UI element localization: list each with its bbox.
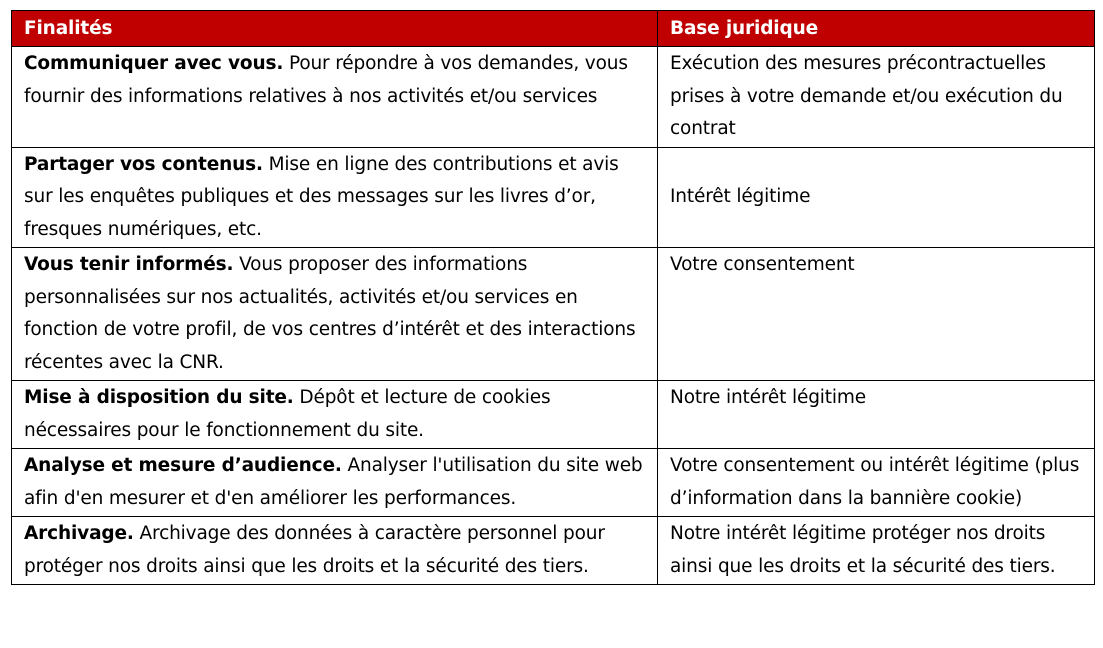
legal-basis-cell: Exécution des mesures précontractuelles prises à votre demande et/ou exécution du contrat	[658, 47, 1095, 148]
purpose-cell	[12, 147, 658, 248]
legal-basis-table	[11, 10, 1095, 585]
purpose-cell	[12, 381, 658, 449]
purpose-title: Partager vos contenus.	[24, 153, 263, 175]
table-row	[12, 147, 1095, 248]
legal-basis-cell: Votre consentement	[658, 248, 1095, 381]
legal-basis-table-container	[11, 10, 1094, 585]
legal-basis-cell: Notre intérêt légitime protéger nos droits ainsi que les droits et la sécurité des tiers.	[658, 517, 1095, 585]
purpose-cell	[12, 47, 658, 148]
purpose-description: Mise en ligne des contributions et avis sur les enquêtes publiques et des messages sur les livres d’or, fresques numériques, etc.	[24, 153, 619, 240]
purpose-description: Pour répondre à vos demandes, vous fournir des informations relatives à nos activités et/ou services	[24, 53, 628, 107]
legal-basis-cell: Votre consentement ou intérêt légitime (plus d’information dans la bannière cookie)	[658, 449, 1095, 517]
purpose-description: Archivage des données à caractère personnel pour protéger nos droits ainsi que les droits et la sécurité des tiers.	[24, 523, 605, 577]
table-row	[12, 47, 1095, 148]
table-row	[12, 381, 1095, 449]
table-row	[12, 449, 1095, 517]
purpose-title: Archivage.	[24, 523, 134, 544]
purpose-cell	[12, 517, 658, 585]
purpose-cell	[12, 248, 658, 381]
table-header-row	[12, 11, 1095, 47]
purpose-description: Vous proposer des informations personnalisées sur nos actualités, activités et/ou services en fonction de votre profil, de vos centres d’intérêt et des interactions récentes avec la CNR.	[24, 254, 636, 373]
legal-basis-cell: Intérêt légitime	[658, 147, 1095, 248]
purpose-title: Communiquer avec vous.	[24, 53, 284, 74]
purpose-cell	[12, 449, 658, 517]
header-base-juridique: Base juridique	[658, 11, 1095, 47]
table-row	[12, 248, 1095, 381]
purpose-description: Dépôt et lecture de cookies nécessaires pour le fonctionnement du site.	[24, 387, 551, 441]
table-row	[12, 517, 1095, 585]
purpose-title: Vous tenir informés.	[24, 254, 234, 275]
header-finalites: Finalités	[12, 11, 658, 47]
purpose-title: Mise à disposition du site.	[24, 387, 294, 408]
purpose-title: Analyse et mesure d’audience.	[24, 455, 342, 476]
purpose-description: Analyser l'utilisation du site web afin d'en mesurer et d'en améliorer les performances.	[24, 455, 643, 509]
legal-basis-cell: Notre intérêt légitime	[658, 381, 1095, 449]
